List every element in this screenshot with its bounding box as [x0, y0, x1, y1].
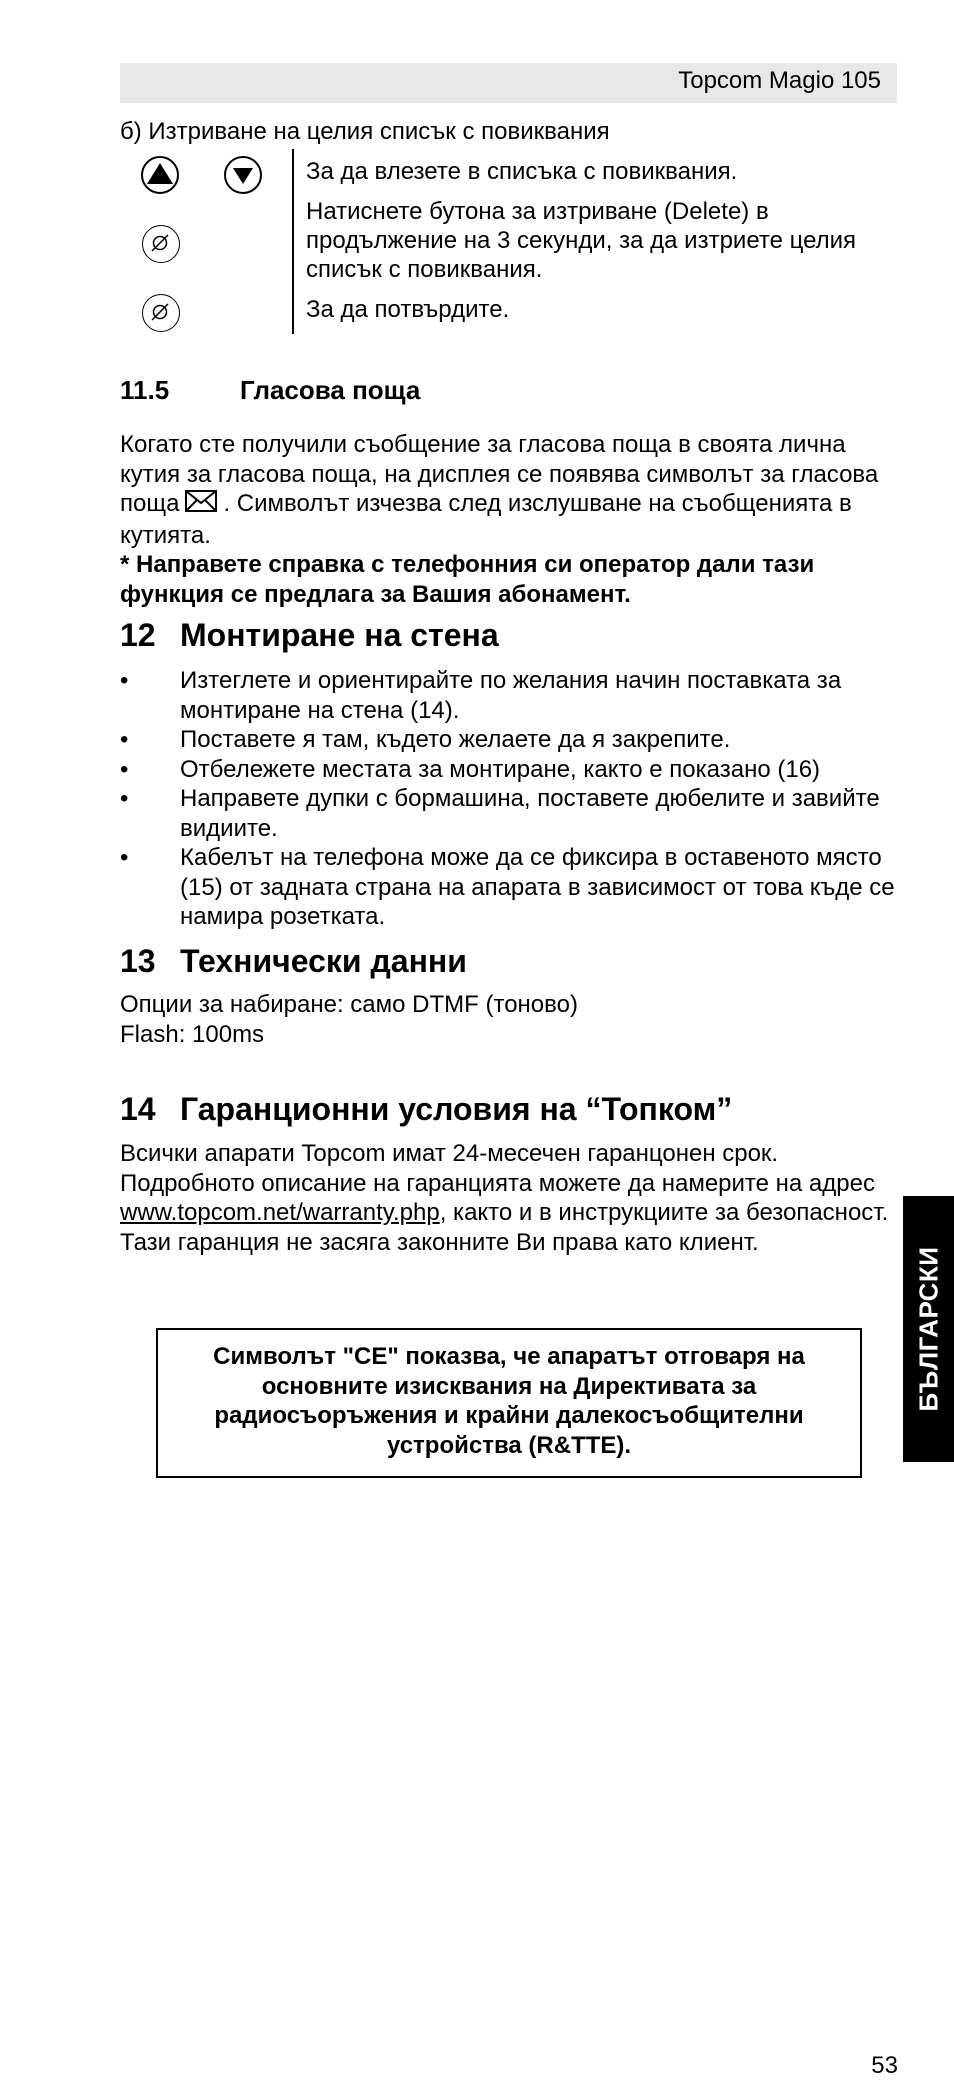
voicemail-paragraph: [120, 430, 900, 609]
section-heading-12: [120, 617, 499, 654]
list-item: • Направете дупки с бормашина, поставете дюбелите и завийте видиите.: [120, 784, 900, 843]
warranty-text-2: , както и в инструкциите за безопасност. Тази гаранция не засяга законните Ви права като клиент.: [120, 1199, 889, 1256]
language-tab-label: БЪЛГАРСКИ: [913, 1246, 943, 1412]
voicemail-text-2: . Символът изчезва след изслушване на съобщенията в кутията.: [120, 490, 852, 549]
delete-icon: [142, 294, 180, 332]
section-title: Монтиране на стена: [180, 617, 499, 653]
step-text: Натиснете бутона за изтриване (Delete) в продължение на 3 секунди, за да изтриете целия списък с повиквания.: [306, 198, 857, 283]
ce-notice-text: Символът "CE" показва, че апаратът отговаря на основните изисквания на Директивата за радиосъоръжения и крайни далекосъобщителни устройства (R&TTE).: [213, 1343, 805, 1459]
wall-mount-list: [120, 666, 900, 932]
delete-list-subheading: б) Изтриване на целия списък с повиквания: [120, 118, 610, 145]
list-item: • Кабелът на телефона може да се фиксира в оставеното място (15) от задната страна на апарата в зависимост от това къде се намира розетката.: [120, 843, 900, 932]
envelope-icon: [185, 489, 217, 521]
list-item: • Изтеглете и ориентирайте по желания начин поставката за монтиране на стена (14).: [120, 666, 900, 725]
header-title: Topcom Magio 105: [678, 67, 881, 94]
section-title: Гаранционни условия на “Топком”: [180, 1091, 733, 1127]
warranty-link[interactable]: www.topcom.net/warranty.php: [120, 1199, 440, 1226]
language-tab: [903, 1196, 954, 1462]
delete-icon: [142, 225, 180, 263]
steps-divider: [292, 149, 294, 334]
voicemail-text-1: Когато сте получили съобщение за гласова поща в своята лична кутия за гласова поща, на дисплея се появява символът за гласова поща: [120, 431, 879, 518]
warranty-text-1: Всички апарати Topcom имат 24-месечен гаранцонен срок. Подробното описание на гаранцията можете да намерите на адрес: [120, 1140, 875, 1197]
section-heading-11-5: [120, 375, 420, 406]
list-item: • Поставете я там, където желаете да я закрепите.: [120, 725, 900, 755]
section-title: Гласова поща: [240, 375, 421, 405]
voicemail-note: * Направете справка с телефонния си оператор дали тази функция се предлага за Вашия абонамент.: [120, 551, 815, 608]
section-heading-14: [120, 1091, 732, 1128]
tech-data: [120, 990, 900, 1049]
step-text: За да потвърдите.: [306, 296, 510, 323]
up-arrow-icon: [141, 156, 179, 194]
page-number: 53: [871, 2052, 898, 2079]
step-text: За да влезете в списъка с повиквания.: [306, 158, 738, 185]
page-header: [120, 63, 897, 103]
section-heading-13: [120, 943, 467, 980]
dial-options: Опции за набиране: само DTMF (тоново): [120, 991, 578, 1018]
section-number: 14: [120, 1091, 156, 1127]
section-title: Технически данни: [180, 943, 467, 979]
list-item: • Отбележете местата за монтиране, както е показано (16): [120, 755, 900, 785]
section-number: 11.5: [120, 375, 170, 405]
down-arrow-icon: [224, 156, 262, 194]
warranty-paragraph: [120, 1139, 900, 1257]
section-number: 13: [120, 943, 156, 979]
ce-notice-box: [156, 1328, 862, 1478]
flash-value: Flash: 100ms: [120, 1020, 265, 1048]
section-number: 12: [120, 617, 156, 653]
